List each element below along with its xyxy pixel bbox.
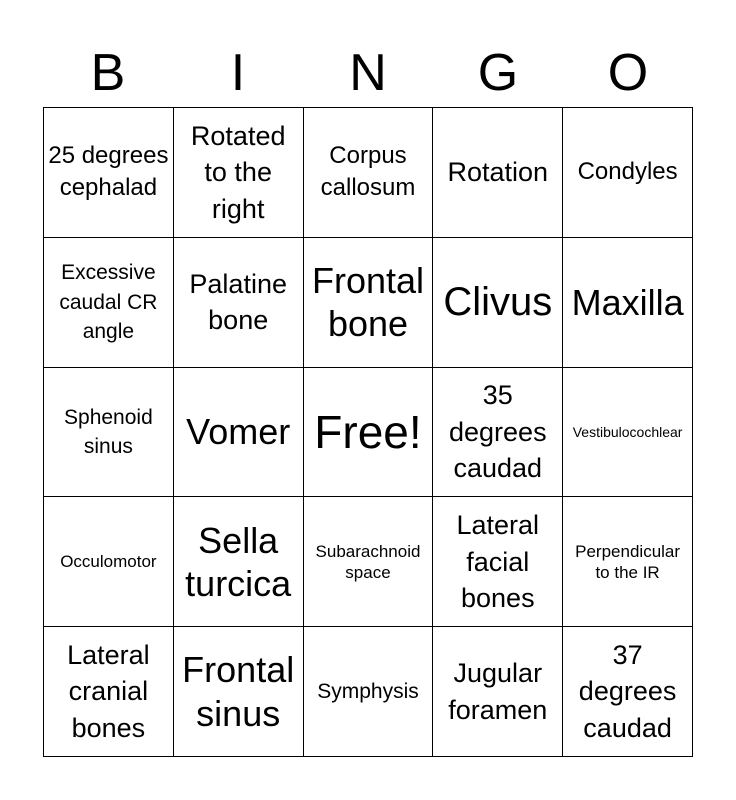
header-letter-b: B [90,44,126,102]
bingo-cell[interactable]: 37 degrees caudad [563,627,693,757]
bingo-cell[interactable]: Condyles [563,108,693,238]
bingo-cell[interactable]: Rotation [433,108,563,238]
bingo-cell[interactable]: Sphenoid sinus [44,368,174,498]
bingo-cell[interactable]: Perpendicular to the IR [563,497,693,627]
bingo-cell[interactable]: Lateral facial bones [433,497,563,627]
bingo-cell[interactable]: Vestibulocochlear [563,368,693,498]
bingo-cell[interactable]: Occulomotor [44,497,174,627]
bingo-cell[interactable]: Symphysis [304,627,434,757]
bingo-cell[interactable]: Frontal sinus [174,627,304,757]
header-letter-g: G [477,44,519,102]
bingo-cell[interactable]: 35 degrees caudad [433,368,563,498]
bingo-cell[interactable]: Frontal bone [304,238,434,368]
bingo-cell[interactable]: Subarachnoid space [304,497,434,627]
bingo-header [43,40,693,106]
header-letter-o: O [607,44,649,102]
bingo-cell[interactable]: Palatine bone [174,238,304,368]
bingo-cell[interactable]: Sella turcica [174,497,304,627]
header-letter-i: I [230,44,246,102]
bingo-cell[interactable]: Jugular foramen [433,627,563,757]
header-letter-n: N [349,44,387,102]
bingo-cell[interactable]: Lateral cranial bones [44,627,174,757]
bingo-cell[interactable]: Corpus callosum [304,108,434,238]
bingo-cell[interactable]: Rotated to the right [174,108,304,238]
bingo-cell[interactable]: Vomer [174,368,304,498]
bingo-cell[interactable]: Excessive caudal CR angle [44,238,174,368]
bingo-cell[interactable]: Maxilla [563,238,693,368]
bingo-cell[interactable]: 25 degrees cephalad [44,108,174,238]
bingo-board [43,107,693,757]
bingo-cell[interactable]: Clivus [433,238,563,368]
free-space-cell[interactable]: Free! [304,368,434,498]
